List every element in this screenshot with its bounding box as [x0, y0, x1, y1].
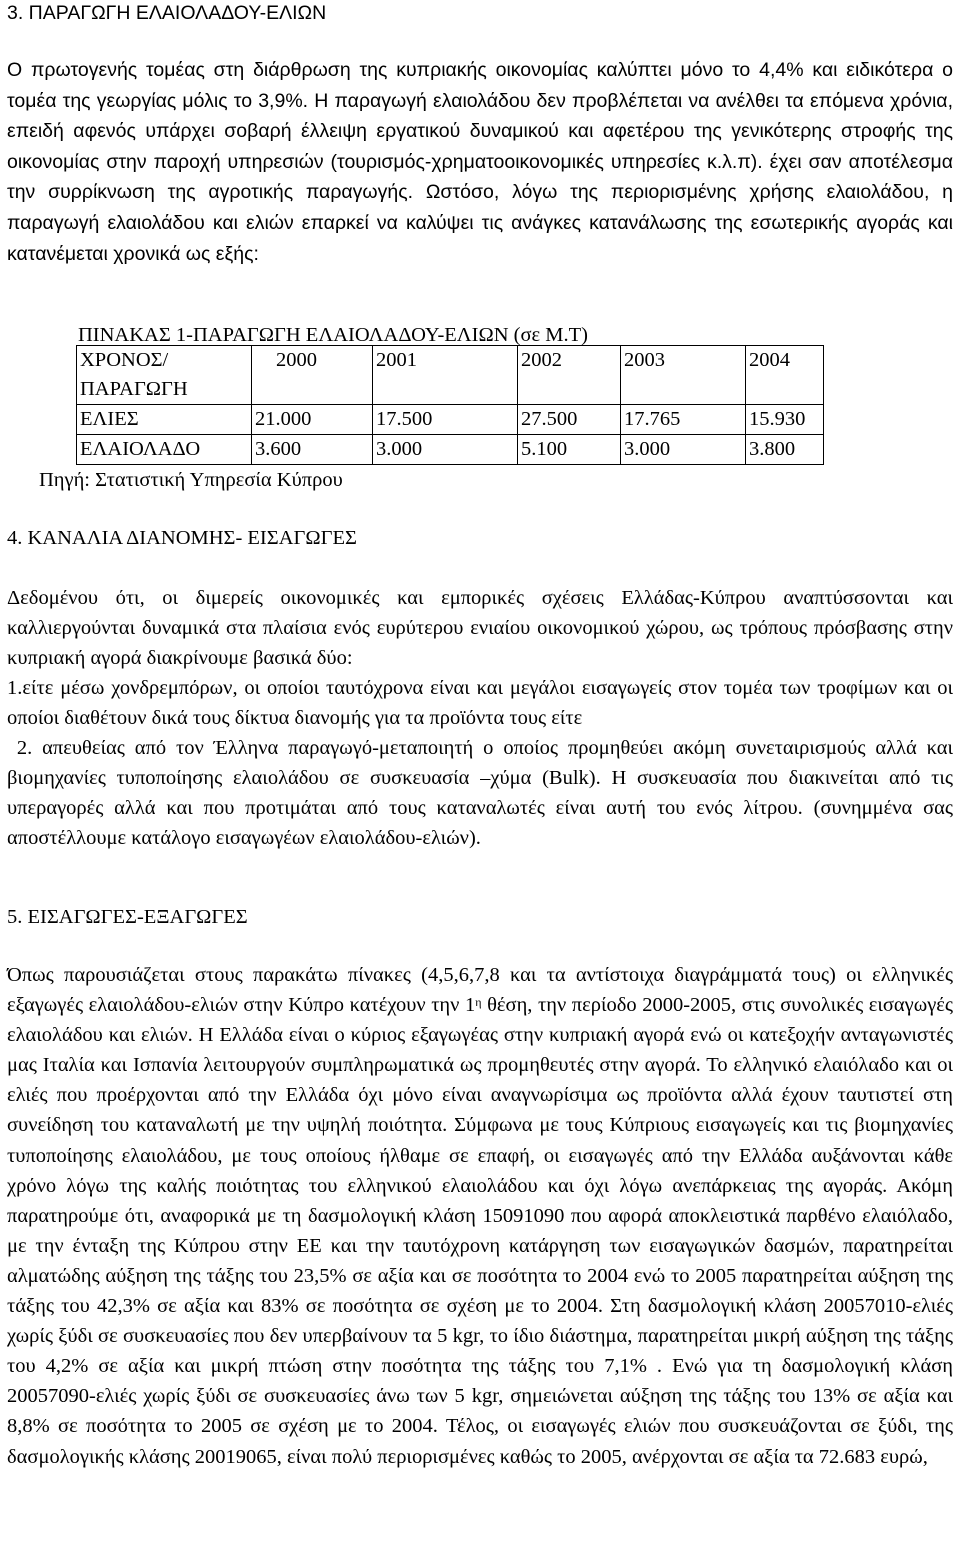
table-cell: 5.100 [518, 435, 621, 465]
year-cell: 2003 [621, 346, 746, 405]
distribution-item-1: 1.είτε μέσω χονδρεμπόρων, οι οποίοι ταυτόχρονα είναι και μεγάλοι εισαγωγείς στον τομέα των τροφίμων και οι οποίοι διαθέτουν δικά τους δίκτυα διανομής για τα προϊόντα τους είτε [7, 677, 953, 730]
row-label: ΕΛΙΕΣ [77, 405, 252, 435]
section-4-heading: 4. ΚΑΝΑΛΙΑ ΔΙΑΝΟΜΗΣ- ΕΙΣΑΓΩΓΕΣ [7, 527, 357, 549]
table-source: Πηγή: Στατιστική Υπηρεσία Κύπρου [39, 469, 343, 491]
table-row [77, 405, 824, 435]
corner-label-production: ΠΑΡΑΓΩΓΗ [80, 378, 188, 400]
distribution-item-2: 2. απευθείας από τον Έλληνα παραγωγό-μεταποιητή ο οποίος προμηθεύει ακόμη συνεταιρισμούς αλλά και βιομηχανίες τυποποίησης ελαιολάδου σε συσκευασία –χύμα (Bulk). Η συσκευασία που διακινείται από τις υπεραγορές αλλά και που προτιμάται από τους καταναλωτές είναι αυτή του ενός λίτρου. (συνημμένα σας αποστέλλουμε κατάλογο εισαγωγέων ελαιολάδου-ελιών). [7, 737, 959, 850]
section-4-paragraph: Δεδομένου ότι, οι διμερείς οικονομικές και εμπορικές σχέσεις Ελλάδας-Κύπρου αναπτύσσονται και καλλιεργούνται δυναμικά στα πλαίσια ενός ευρύτερου ενιαίου οικονομικού χώρου, ως τρόπους πρόσβασης στην κυπριακή αγορά διακρίνουμε βασικά δύο: [7, 587, 953, 670]
table-row [77, 435, 824, 465]
paragraph-text-rest: θέση, την περίοδο 2000-2005, στις συνολικές εισαγωγές ελαιολάδου και ελιών. Η Ελλάδα είναι ο κύριος εξαγωγέας στην κυπριακή αγορά ενώ οι κατεξοχήν ανταγωνιστές μας Ιταλία και Ισπανία λειτουργούν συμπληρωματικά ως προμηθευτές στην αγορά. Το ελληνικό ελαιόλαδο και οι ελιές που προέρχονται από την Ελλάδα όχι μόνο είναι αναγνωρίσιμα ως προϊόντα αλλά έχουν ταυτιστεί στη συνείδηση του καταναλωτή με την υψηλή ποιότητα. Σύμφωνα με τους Κύπριους εισαγωγείς και τις βιομηχανίες τυποποίησης ελαιολάδου, με τους οποίους ήλθαμε σε επαφή, οι εισαγωγές από την Ελλάδα αυξάνονται κάθε χρόνο λόγω της καλής ποιότητας του ελληνικού ελαιολάδου και όχι λόγω ανεπάρκειας της αγοράς. Ακόμη παρατηρούμε ότι, αναφορικά με τη δασμολογική κλάση 15091090 που αφορά αποκλειστικά παρθένο ελαιόλαδο, με την ένταξη της Κύπρου στην ΕΕ και την ταυτόχρονη κατάργηση των εισαγωγικών δασμών, παρατηρείται αλματώδης αύξηση της τάξης του 23,5% σε αξία και σε ποσότητα το 2004 ενώ το 2005 παρατηρείται αύξηση της τάξης του 42,3% σε αξία και 83% σε ποσότητα σε σχέση με το 2004. Στη δασμολογική κλάση 20057010-ελιές χωρίς ξύδι σε συσκευασίες που δεν υπερβαίνουν τα 5 kgr, το ίδιο διάστημα, παρατηρείται μικρή αύξηση της τάξης του 4,2% σε αξία και μικρή πτώση στην ποσότητα της τάξης του 7,1% . Ενώ για τη δασμολογική κλάση 20057090-ελιές χωρίς ξύδι σε συσκευασίες άνω των 5 kgr, σημειώνεται αύξηση της τάξης του 13% σε αξία και 8,8% σε ποσότητα το 2005 σε σχέση με το 2004. Τέλος, οι εισαγωγές ελιών που συσκευάζονται σε ξύδι, της δασμολογικής κλάσης 20019065, είναι πολύ περιορισμένες καθώς το 2005, ανέρχονται σε αξία τα 72.683 ευρώ, [7, 994, 953, 1468]
year-cell: 2004 [746, 346, 824, 405]
table-cell: 17.500 [373, 405, 518, 435]
table-cell: 15.930 [746, 405, 824, 435]
table-corner-cell [77, 346, 252, 405]
table-cell: 17.765 [621, 405, 746, 435]
paragraph-text-start: Όπως παρουσιάζεται στους παρακάτω πίνακες (4,5,6,7,8 και τα αντίστοιχα διαγράμματά τους) οι ελληνικές εξαγωγές ελαιολάδου-ελιών στην Κύπρο κατέχουν την 1 [7, 964, 953, 1017]
table-cell: 3.000 [621, 435, 746, 465]
table-cell: 27.500 [518, 405, 621, 435]
ordinal-superscript: η [475, 995, 482, 1010]
section-3-paragraph: Ο πρωτογενής τομέας στη διάρθρωση της κυπριακής οικονομίας καλύπτει μόνο το 4,4% και ειδικότερα ο τομέα της γεωργίας μόλις το 3,9%. Η παραγωγή ελαιολάδου δεν προβλέπεται να ανέλθει τα επόμενα χρόνια, επειδή αφενός υπάρχει σοβαρή έλλειψη εργατικού δυναμικού και αφετέρου της γενικότερης στροφής της οικονομίας στην παροχή υπηρεσιών (τουρισμός-χρηματοοικονομικές υπηρεσίες κ.λ.π). έχει σαν αποτέλεσμα την συρρίκνωση της αγροτικής παραγωγής. Ωστόσο, λόγω της περιορισμένης χρήσης ελαιολάδου, η παραγωγή ελαιολάδου και ελιών επαρκεί να καλύψει τις ανάγκες κατανάλωσης της εσωτερικής αγοράς και κατανέμεται χρονικά ως εξής: [7, 59, 953, 265]
table-cell: 21.000 [252, 405, 373, 435]
corner-label-year: ΧΡΟΝΟΣ/ [80, 349, 169, 371]
table-1-title: ΠΙΝΑΚΑΣ 1-ΠΑΡΑΓΩΓΗ ΕΛΑΙΟΛΑΔΟΥ-ΕΛΙΩΝ (σε Μ.Τ) [78, 324, 588, 346]
year-cell: 2001 [373, 346, 518, 405]
production-table [76, 345, 824, 465]
table-cell: 3.600 [252, 435, 373, 465]
year-cell: 2000 [252, 346, 373, 405]
year-cell: 2002 [518, 346, 621, 405]
row-label: ΕΛΑΙΟΛΑΔΟ [77, 435, 252, 465]
section-3-heading: 3. ΠΑΡΑΓΩΓΗ ΕΛΑΙΟΛΑΔΟΥ-ΕΛΙΩΝ [7, 2, 327, 24]
table-cell: 3.000 [373, 435, 518, 465]
section-5-paragraph [7, 960, 953, 1472]
table-cell: 3.800 [746, 435, 824, 465]
section-5-heading: 5. ΕΙΣΑΓΩΓΕΣ-ΕΞΑΓΩΓΕΣ [7, 906, 248, 928]
table-header-row [77, 346, 824, 405]
